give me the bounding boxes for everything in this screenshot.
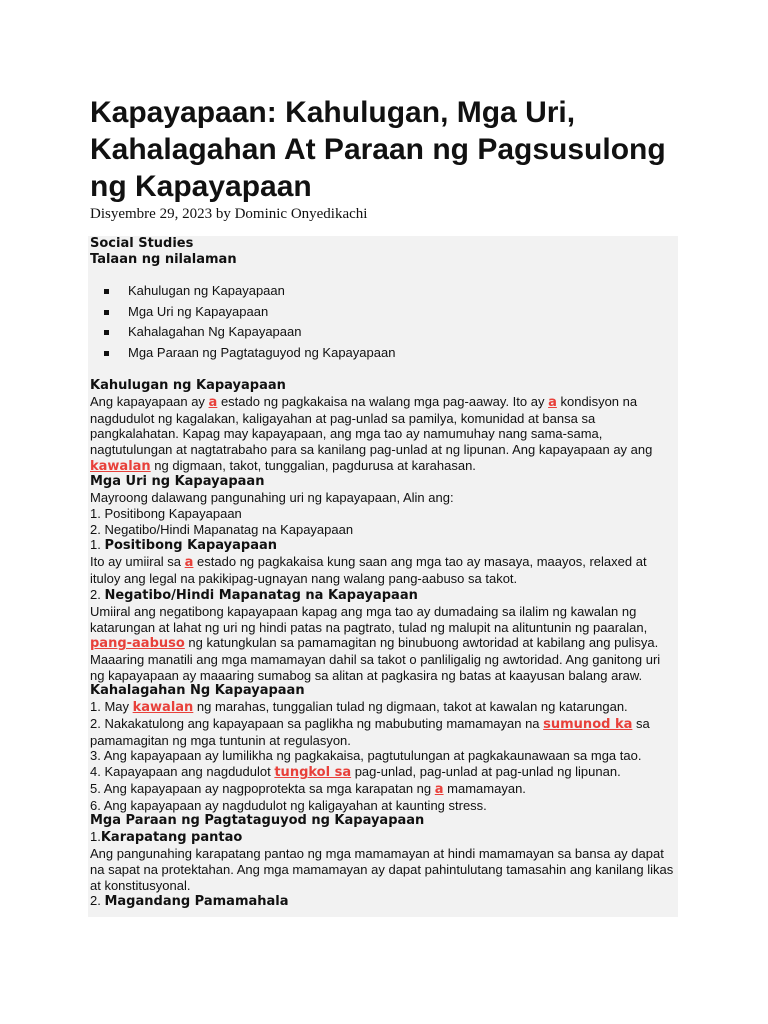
article-date: Disyembre 29, 2023 [90,206,213,222]
inline-link[interactable]: kawalan [90,458,151,474]
text: ng katungkulan sa pamamagitan ng binubuong awtoridad at kabilang ang pulisya. Maaaring manatili ang mga mamamayan dahil sa takot o panliligalig ng awtoridad. Ang ganitong uri ng kapayapaan ay maaaring sumabog sa alitan at pagkasira ng batas at kaayusan balang araw. [90,635,661,683]
bullet-icon [104,351,109,356]
text: kondisyon na nagdudulot ng kagalakan, kaligayahan at pag-unlad sa pamilya, komunidad at bansa sa pangkalahatan. Kapag may kapayapaan, ang mga tao ay namumuhay nang sama-sama, nagtutulungan at nagtatrabaho para sa kanilang pag-unlad at ng lipunan. Ang kapayapaan ay ang [90,393,653,457]
toc-item-label[interactable]: Mga Uri ng Kapayapaan [128,303,269,319]
toc-item-label[interactable]: Kahalagahan Ng Kapayapaan [128,324,302,340]
paragraph [90,394,678,475]
list-item [90,699,678,716]
text: mamamayan. [443,780,526,796]
category-label[interactable]: Social Studies [90,236,194,251]
toc-heading: Talaan ng nilalaman [90,252,237,267]
inline-link[interactable]: a [434,781,444,797]
toc-item[interactable] [104,281,678,302]
list-item: 3. Ang kapayapaan ay lumilikha ng pagkakaisa, pagtutulungan at pagkakaunawaan sa mga tao. [90,748,642,764]
inline-link[interactable]: a [184,555,194,571]
list-item [90,764,678,781]
article-byline [90,205,680,223]
text: 5. Ang kapayapaan ay nagpoprotekta sa mga karapatan ng [90,780,435,796]
article-header [90,94,680,223]
list-item [90,716,678,748]
toc-item[interactable] [104,322,678,343]
subsection-title: Positibong Kapayapaan [104,538,277,554]
section-heading: Kahulugan ng Kapayapaan [90,377,286,393]
subsection-number: 2. [90,893,105,909]
text: sa pamamagitan ng mga tuntunin at regulasyon. [90,716,650,748]
text: Ito ay umiiral sa [90,554,185,570]
toc-item[interactable] [104,302,678,323]
subsection-title: Karapatang pantao [100,830,243,846]
toc-item[interactable] [104,343,678,364]
subsection-number: 2. [90,586,105,602]
subsection-heading [90,537,678,554]
paragraph [90,554,678,586]
paragraph [90,604,678,684]
bullet-icon [104,289,109,294]
subsection-title: Negatibo/Hindi Mapanatag na Kapayapaan [104,587,418,603]
list-item [90,781,678,798]
subsection-heading [90,829,678,846]
article-content [88,236,678,917]
text: 4. Kapayapaan ang nagdudulot [90,764,275,780]
text: estado ng pagkakaisa na walang mga pag-aaway. Ito ay [217,393,549,409]
list-item: 2. Negatibo/Hindi Mapanatag na Kapayapaan [90,521,354,537]
text: Ang kapayapaan ay [90,393,209,409]
list-item: 1. Positibong Kapayapaan [90,506,242,522]
subsection-heading [90,893,678,910]
text: ng digmaan, takot, tunggalian, pagdurusa at karahasan. [150,457,476,473]
subsection-number: 1. [90,537,105,553]
section-heading: Mga Paraan ng Pagtataguyod ng Kapayapaan [90,813,425,829]
section-heading: Mga Uri ng Kapayapaan [90,474,265,490]
list-item: 6. Ang kapayapaan ay nagdudulot ng kaligayahan at kaunting stress. [90,797,487,813]
inline-link[interactable]: pang-aabuso [90,636,185,652]
text: 1. May [90,699,133,715]
byline-by: by [215,206,231,222]
article-author[interactable]: Dominic Onyedikachi [234,206,368,222]
bullet-icon [104,330,109,335]
subsection-heading [90,587,678,604]
paragraph: Mayroong dalawang pangunahing uri ng kapayapaan, Alin ang: [90,490,454,506]
inline-link[interactable]: a [208,394,218,410]
text: Umiiral ang negatibong kapayapaan kapag ang mga tao ay dumadaing sa ilalim ng kawalan ng katarungan at lahat ng uri ng hindi patas na pagtrato, tulad ng malupit na alituntunin ng paaralan, [90,603,648,635]
inline-link[interactable]: tungkol sa [274,765,352,781]
toc-item-label[interactable]: Mga Paraan ng Pagtataguyod ng Kapayapaan [128,345,396,361]
inline-link[interactable]: a [548,394,557,410]
text: 2. Nakakatulong ang kapayapaan sa paglikha ng mabubuting mamamayan na [90,716,544,732]
text: pag-unlad, pag-unlad at pag-unlad ng lipunan. [351,764,621,780]
inline-link[interactable]: kawalan [132,700,194,716]
text: ng marahas, tunggalian tulad ng digmaan, takot at kawalan ng katarungan. [193,699,628,715]
text: estado ng pagkakaisa kung saan ang mga tao ay masaya, maayos, relaxed at ituloy ang legal na pakikipag-ugnayan nang walang pang-aabuso sa takot. [90,554,647,587]
paragraph: Ang pangunahing karapatang pantao ng mga mamamayan at hindi mamamayan sa bansa ay dapat na sapat na protektahan. Ang mga mamamayan ay dapat pahintulutang tamasahin ang kanilang likas at konstitusyonal. [90,846,674,893]
table-of-contents [90,281,678,364]
inline-link[interactable]: sumunod ka [543,717,633,733]
subsection-title: Magandang Pamamahala [104,894,289,910]
toc-item-label[interactable]: Kahulugan ng Kapayapaan [128,283,285,298]
article-title: Kapayapaan: Kahulugan, Mga Uri, Kahalagahan At Paraan ng Pagsusulong ng Kapayapaan [90,96,666,203]
subsection-number: 1. [90,829,101,845]
bullet-icon [104,310,109,315]
section-heading: Kahalagahan Ng Kapayapaan [90,683,305,699]
